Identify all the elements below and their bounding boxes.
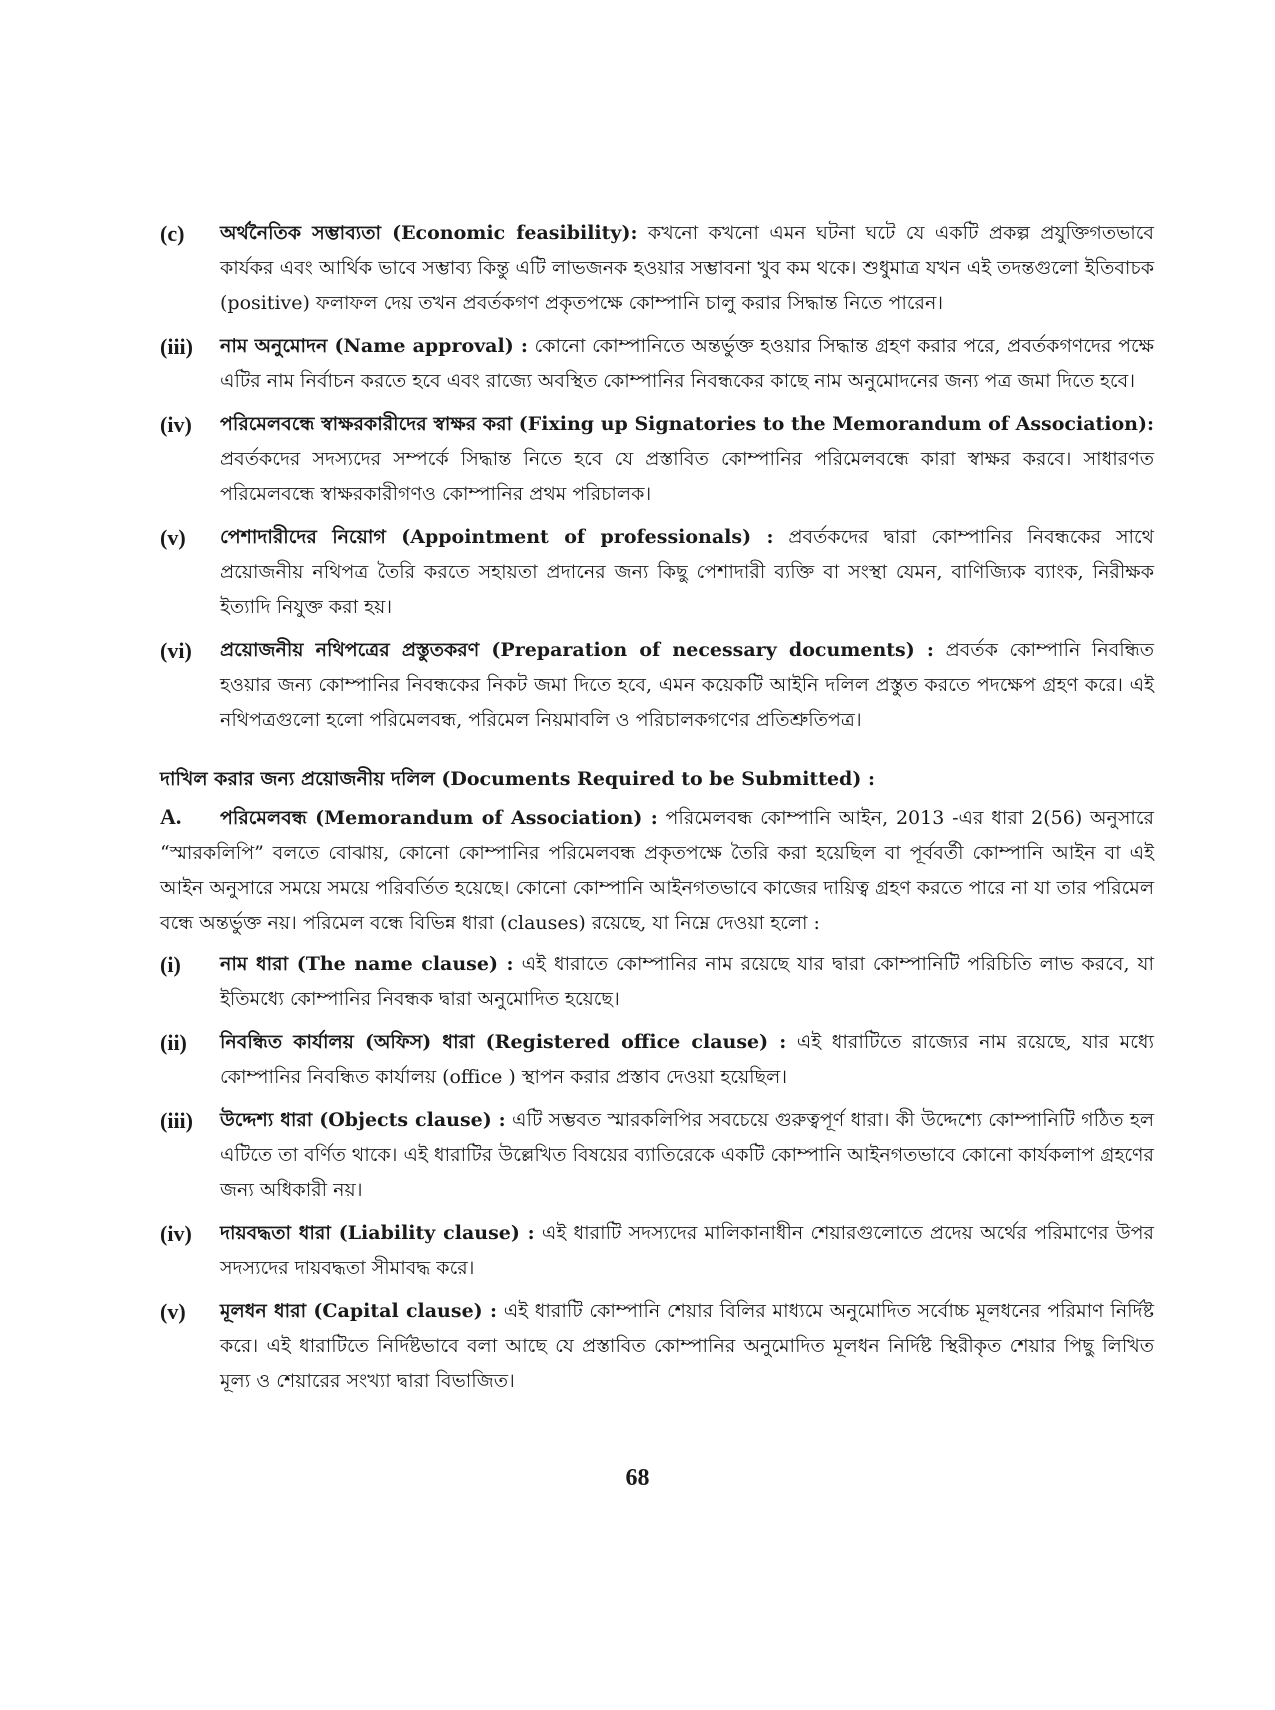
item-number: (ii) xyxy=(160,1030,187,1055)
item-heading: নিবন্ধিত কার্যালয় (অফিস) ধারা (Registered office clause) : xyxy=(220,1031,787,1053)
paragraph-number: A. xyxy=(160,804,182,829)
item-number: (iii) xyxy=(160,334,193,359)
list-item-documents-preparation xyxy=(160,633,1154,738)
item-number: (c) xyxy=(160,221,185,246)
item-number: (iii) xyxy=(160,1108,193,1133)
item-number: (i) xyxy=(160,952,181,977)
item-heading: মূলধন ধারা (Capital clause) : xyxy=(220,1300,497,1322)
list-item-name-approval xyxy=(160,329,1154,399)
list-item-liability-clause xyxy=(160,1216,1154,1286)
item-body: এই ধারাটিতে রাজ্যের নাম রয়েছে, যার মধ্যে কোম্পানির নিবন্ধিত কার্যালয় (office ) স্থাপন করার প্রস্তাব দেওয়া হয়েছিল। xyxy=(220,1031,1154,1088)
list-item-capital-clause xyxy=(160,1294,1154,1399)
item-heading: প্রয়োজনীয় নথিপত্রের প্রস্তুতকরণ (Preparation of necessary documents) : xyxy=(220,639,934,661)
list-item-registered-office-clause xyxy=(160,1025,1154,1095)
item-body: প্রবর্তকদের সদস্যদের সম্পর্কে সিদ্ধান্ত নিতে হবে যে প্রস্তাবিত কোম্পানির পরিমেলবন্ধে কারা স্বাক্ষর করবে। সাধারণত পরিমেলবন্ধে স্বাক্ষরকারীগণও কোম্পানির প্রথম পরিচালক। xyxy=(220,448,1154,505)
item-body: প্রবর্তক কোম্পানি নিবন্ধিত হওয়ার জন্য কোম্পানির নিবন্ধকের নিকট জমা দিতে হবে, এমন কয়েকটি আইনি দলিল প্রস্তুত করতে পদক্ষেপ গ্রহণ করে। এই নথিপত্রগুলো হলো পরিমেলবন্ধ, পরিমেল নিয়মাবলি ও পরিচালকগণের প্রতিশ্রুতিপত্র। xyxy=(220,639,1155,731)
item-number: (iv) xyxy=(160,1221,192,1246)
item-heading: দায়বদ্ধতা ধারা (Liability clause) : xyxy=(220,1222,535,1244)
item-number: (vi) xyxy=(160,638,192,663)
item-body: প্রবর্তকদের দ্বারা কোম্পানির নিবন্ধকের সাথে প্রয়োজনীয় নথিপত্র তৈরি করতে সহায়তা প্রদানের জন্য কিছু পেশাদারী ব্যক্তি বা সংস্থা যেমন, বাণিজ্যিক ব্যাংক, নিরীক্ষক ইত্যাদি নিযুক্ত করা হয়। xyxy=(220,526,1154,618)
item-body: এই ধারাটি কোম্পানি শেয়ার বিলির মাধ্যমে অনুমোদিত সর্বোচ্চ মূলধনের পরিমাণ নির্দিষ্ট করে। এই ধারাটিতে নির্দিষ্টভাবে বলা আছে যে প্রস্তাবিত কোম্পানির অনুমোদিত মূলধন নির্দিষ্ট স্থিরীকৃত শেয়ার পিছু লিখিত মূল্য ও শেয়ারের সংখ্যা দ্বারা বিভাজিত। xyxy=(220,1300,1154,1392)
item-body: এটি সম্ভবত স্মারকলিপির সবচেয়ে গুরুত্বপূর্ণ ধারা। কী উদ্দেশ্যে কোম্পানিটি গঠিত হল এটিতে তা বর্ণিত থাকে। এই ধারাটির উল্লেখিত বিষয়ের ব্যাতিরেকে একটি কোম্পানি আইনগতভাবে কোনো কার্যকলাপ গ্রহণের জন্য অধিকারী নয়। xyxy=(220,1109,1154,1201)
item-heading: পরিমেলবন্ধে স্বাক্ষরকারীদের স্বাক্ষর করা (Fixing up Signatories to the Memorandum of Association): xyxy=(220,413,1154,435)
list-item-economic-feasibility xyxy=(160,216,1154,321)
item-heading: অর্থনৈতিক সম্ভাব্যতা (Economic feasibility): xyxy=(220,222,638,244)
page-number: 68 xyxy=(625,1465,650,1491)
list-item-signatories xyxy=(160,407,1154,512)
list-item-name-clause xyxy=(160,947,1154,1017)
page-content xyxy=(160,216,1154,1407)
item-heading: উদ্দেশ্য ধারা (Objects clause) : xyxy=(220,1109,506,1131)
item-number: (iv) xyxy=(160,412,192,437)
item-heading: পেশাদারীদের নিয়োগ (Appointment of professionals) : xyxy=(220,526,774,548)
item-body: কোনো কোম্পানিতে অন্তর্ভুক্ত হওয়ার সিদ্ধান্ত গ্রহণ করার পরে, প্রবর্তকগণদের পক্ষে এটির নাম নির্বাচন করতে হবে এবং রাজ্যে অবস্থিত কোম্পানির নিবন্ধকের কাছে নাম অনুমোদনের জন্য পত্র জমা দিতে হবে। xyxy=(220,335,1154,392)
item-body: এই ধারাতে কোম্পানির নাম রয়েছে যার দ্বারা কোম্পানিটি পরিচিতি লাভ করবে, যা ইতিমধ্যে কোম্পানির নিবন্ধক দ্বারা অনুমোদিত হয়েছে। xyxy=(220,953,1154,1010)
item-body: এই ধারাটি সদস্যদের মালিকানাধীন শেয়ারগুলোতে প্রদেয় অর্থের পরিমাণের উপর সদস্যদের দায়বদ্ধতা সীমাবদ্ধ করে। xyxy=(220,1222,1154,1279)
list-item-professionals xyxy=(160,520,1154,625)
list-item-objects-clause xyxy=(160,1103,1154,1208)
item-number: (v) xyxy=(160,525,186,550)
section-title: দাখিল করার জন্য প্রয়োজনীয় দলিল (Documents Required to be Submitted) : xyxy=(160,768,875,790)
item-heading: নাম অনুমোদন (Name approval) : xyxy=(220,335,528,357)
paragraph-body: পরিমেলবন্ধ কোম্পানি আইন, 2013 -এর ধারা 2(56) অনুসারে “স্মারকলিপি” বলতে বোঝায়, কোনো কোম্পানির পরিমেলবন্ধ প্রকৃতপক্ষে তৈরি করা হয়েছিল বা পূর্ববর্তী কোম্পানি আইন বা এই আইন অনুসারে সময়ে সময়ে পরিবর্তিত হয়েছে। কোনো কোম্পানি আইনগতভাবে কাজের দায়িত্ব গ্রহণ করতে পারে না যা তার পরিমেল বন্ধে অন্তর্ভুক্ত নয়। পরিমেল বন্ধে বিভিন্ন ধারা (clauses) রয়েছে, যা নিম্নে দেওয়া হলো : xyxy=(160,807,1154,934)
paragraph-heading: পরিমেলবন্ধ (Memorandum of Association) : xyxy=(220,807,658,829)
item-body: কখনো কখনো এমন ঘটনা ঘটে যে একটি প্রকল্প প্রযুক্তিগতভাবে কার্যকর এবং আর্থিক ভাবে সম্ভাব্য কিন্তু এটি লাভজনক হওয়ার সম্ভাবনা খুব কম থকে। শুধুমাত্র যখন এই তদন্তগুলো ইতিবাচক (positive) ফলাফল দেয় তখন প্রবর্তকগণ প্রকৃতপক্ষে কোম্পানি চালু করার সিদ্ধান্ত নিতে পারেন। xyxy=(220,222,1155,314)
item-number: (v) xyxy=(160,1299,186,1324)
item-heading: নাম ধারা (The name clause) : xyxy=(220,953,514,975)
memorandum-paragraph xyxy=(160,799,1154,941)
